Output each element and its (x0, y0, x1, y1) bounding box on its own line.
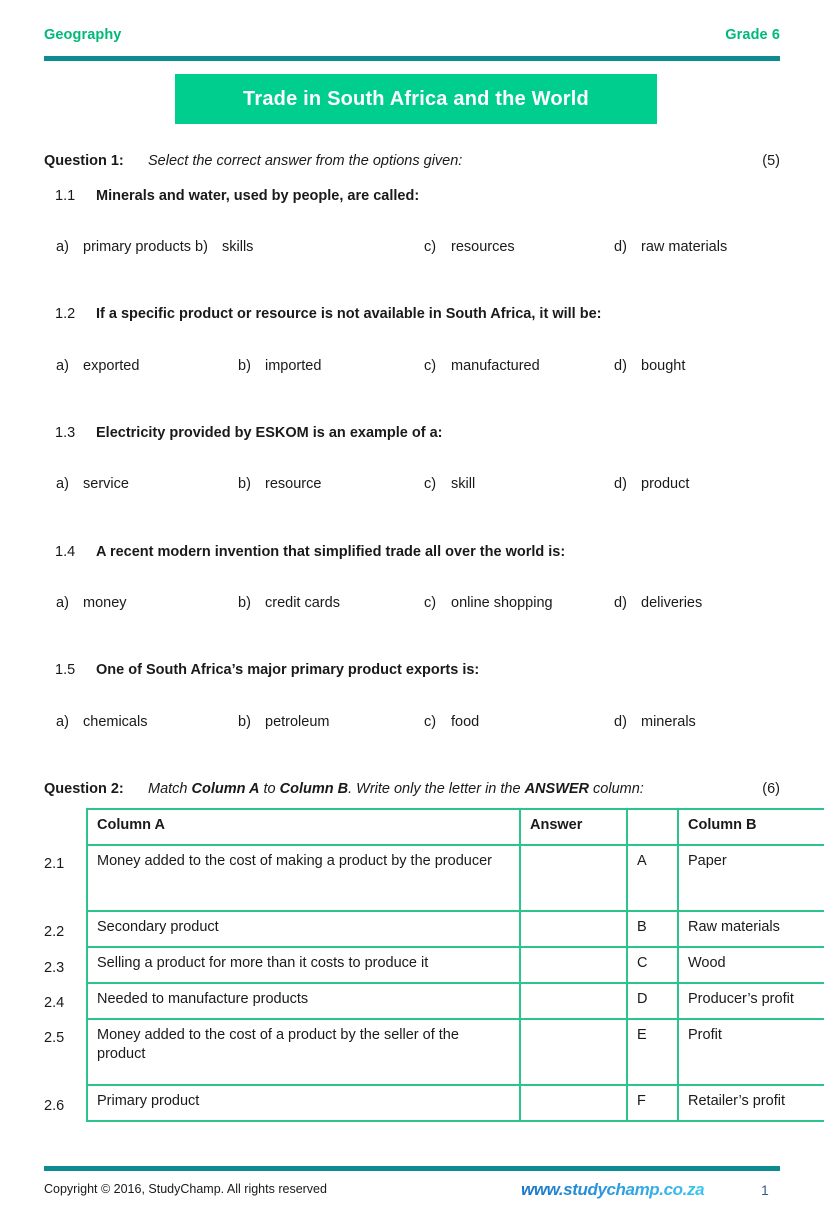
option-letter: d) (614, 358, 627, 374)
table-row (87, 1085, 824, 1121)
option-letter: c) (424, 714, 437, 730)
row-number-2-1: 2.1 (44, 856, 65, 872)
table-row (87, 947, 824, 983)
option-text: skills (222, 239, 254, 255)
option-text: service (83, 476, 129, 492)
table-header-row (87, 809, 824, 845)
cell-column-b: Producer’s profit (678, 983, 824, 1019)
cell-answer-input[interactable] (520, 947, 627, 983)
option-1-5-b[interactable] (238, 714, 329, 730)
cell-letter: F (627, 1085, 678, 1121)
option-text: skill (451, 476, 476, 492)
subquestion-1-5-number: 1.5 (55, 662, 76, 678)
option-1-4-a[interactable] (56, 595, 127, 611)
option-1-4-b[interactable] (238, 595, 340, 611)
option-1-2-a[interactable] (56, 358, 139, 374)
subquestion-1-4-number: 1.4 (55, 544, 76, 560)
option-text: imported (265, 358, 322, 374)
option-letter: d) (614, 595, 627, 611)
subquestion-1-1-text: Minerals and water, used by people, are called: (96, 188, 420, 204)
cell-answer-input[interactable] (520, 1085, 627, 1121)
options-1-4 (44, 595, 784, 615)
option-text: petroleum (265, 714, 330, 730)
cell-letter: D (627, 983, 678, 1019)
options-1-5 (44, 714, 784, 734)
instr-bold-answer: ANSWER (524, 781, 590, 797)
row-number-2-4: 2.4 (44, 995, 65, 1011)
option-text: deliveries (641, 595, 703, 611)
page-number: 1 (761, 1182, 769, 1198)
option-1-2-d[interactable] (614, 358, 685, 374)
question2-marks: (6) (762, 781, 780, 797)
instr-part-4: column: (589, 781, 644, 797)
row-number-2-2: 2.2 (44, 924, 65, 940)
cell-answer-input[interactable] (520, 1019, 627, 1085)
footer-divider (44, 1166, 780, 1171)
instr-part-2: to (259, 781, 280, 797)
option-letter: a) (56, 239, 69, 255)
table-row (87, 983, 824, 1019)
option-1-2-b[interactable] (238, 358, 321, 374)
subquestion-1-4-text: A recent modern invention that simplified trade all over the world is: (96, 544, 566, 560)
subquestion-1-3-number: 1.3 (55, 425, 76, 441)
cell-column-b: Paper (678, 845, 824, 911)
option-text: primary products (83, 239, 191, 255)
subquestion-1-2 (55, 306, 780, 322)
table-row (87, 845, 824, 911)
row-number-2-6: 2.6 (44, 1098, 65, 1114)
option-text: resource (265, 476, 322, 492)
cell-answer-input[interactable] (520, 845, 627, 911)
title-banner (175, 74, 657, 124)
option-letter: a) (56, 595, 69, 611)
option-text: raw materials (641, 239, 728, 255)
question2-instruction (148, 781, 762, 797)
option-letter: a) (56, 714, 69, 730)
option-text: product (641, 476, 690, 492)
option-text: minerals (641, 714, 696, 730)
option-letter: c) (424, 239, 437, 255)
options-1-2 (44, 358, 784, 378)
header-column-b: Column B (678, 809, 824, 845)
option-letter: c) (424, 476, 437, 492)
option-1-1-b[interactable] (195, 239, 253, 255)
option-1-3-a[interactable] (56, 476, 129, 492)
row-number-2-5: 2.5 (44, 1030, 65, 1046)
question2-label: Question 2: (44, 781, 124, 797)
option-letter: a) (56, 358, 69, 374)
subquestion-1-1-number: 1.1 (55, 188, 76, 204)
website-link[interactable]: www.studychamp.co.za (521, 1180, 705, 1199)
header-divider (44, 56, 780, 61)
row-number-2-3: 2.3 (44, 960, 65, 976)
cell-answer-input[interactable] (520, 911, 627, 947)
subject-label: Geography (44, 27, 122, 43)
cell-letter: E (627, 1019, 678, 1085)
cell-column-a: Money added to the cost of making a product by the producer (87, 845, 520, 911)
option-text: credit cards (265, 595, 340, 611)
option-1-4-c[interactable] (424, 595, 553, 611)
subquestion-1-3 (55, 425, 780, 441)
cell-column-a: Primary product (87, 1085, 520, 1121)
option-letter: a) (56, 476, 69, 492)
options-1-1 (44, 239, 784, 259)
option-1-3-b[interactable] (238, 476, 321, 492)
grade-label: Grade 6 (725, 27, 780, 43)
option-1-5-a[interactable] (56, 714, 147, 730)
option-text: exported (83, 358, 140, 374)
options-1-3 (44, 476, 784, 496)
option-letter: d) (614, 714, 627, 730)
subquestion-1-1 (55, 188, 780, 204)
option-1-1-a[interactable] (56, 239, 191, 255)
option-letter: d) (614, 239, 627, 255)
option-1-3-d[interactable] (614, 476, 689, 492)
table-row (87, 1019, 824, 1085)
page-header (44, 27, 780, 43)
option-1-5-d[interactable] (614, 714, 696, 730)
option-text: food (451, 714, 480, 730)
option-letter: b) (238, 476, 251, 492)
option-1-4-d[interactable] (614, 595, 702, 611)
instr-part-1: Match (148, 781, 192, 797)
header-column-a: Column A (87, 809, 520, 845)
option-text: bought (641, 358, 686, 374)
option-text: manufactured (451, 358, 540, 374)
instr-part-3: . Write only the letter in the (348, 781, 525, 797)
option-letter: b) (195, 239, 208, 255)
cell-column-b: Raw materials (678, 911, 824, 947)
cell-letter: B (627, 911, 678, 947)
option-text: chemicals (83, 714, 148, 730)
option-letter: d) (614, 476, 627, 492)
copyright-text: Copyright © 2016, StudyChamp. All rights reserved (44, 1182, 327, 1196)
option-1-2-c[interactable] (424, 358, 540, 374)
cell-letter: C (627, 947, 678, 983)
option-letter: b) (238, 358, 251, 374)
question1-label: Question 1: (44, 153, 124, 169)
option-1-3-c[interactable] (424, 476, 475, 492)
option-letter: c) (424, 595, 437, 611)
option-letter: c) (424, 358, 437, 374)
cell-column-b: Wood (678, 947, 824, 983)
cell-column-a: Selling a product for more than it costs to produce it (87, 947, 520, 983)
option-text: resources (451, 239, 515, 255)
instr-bold-column-a: Column A (191, 781, 260, 797)
option-1-1-d[interactable] (614, 239, 727, 255)
subquestion-1-5-text: One of South Africa’s major primary product exports is: (96, 662, 480, 678)
option-1-1-c[interactable] (424, 239, 515, 255)
cell-column-a: Needed to manufacture products (87, 983, 520, 1019)
subquestion-1-2-number: 1.2 (55, 306, 76, 322)
subquestion-1-5 (55, 662, 780, 678)
option-text: money (83, 595, 127, 611)
matching-table (86, 808, 824, 1122)
table-row (87, 911, 824, 947)
header-letter (627, 809, 678, 845)
cell-column-b: Retailer’s profit (678, 1085, 824, 1121)
question1-instruction: Select the correct answer from the options given: (148, 153, 463, 169)
cell-letter: A (627, 845, 678, 911)
option-letter: b) (238, 595, 251, 611)
option-letter: b) (238, 714, 251, 730)
cell-column-a: Secondary product (87, 911, 520, 947)
page-title: Trade in South Africa and the World (243, 87, 589, 110)
option-text: online shopping (451, 595, 553, 611)
cell-column-b: Profit (678, 1019, 824, 1085)
subquestion-1-2-text: If a specific product or resource is not available in South Africa, it will be: (96, 306, 602, 322)
option-1-5-c[interactable] (424, 714, 479, 730)
question1-marks: (5) (762, 153, 780, 169)
question2-header (44, 781, 780, 797)
header-answer: Answer (520, 809, 627, 845)
cell-answer-input[interactable] (520, 983, 627, 1019)
instr-bold-column-b: Column B (279, 781, 349, 797)
question1-header (44, 153, 780, 169)
subquestion-1-3-text: Electricity provided by ESKOM is an example of a: (96, 425, 443, 441)
cell-column-a: Money added to the cost of a product by the seller of the product (87, 1019, 520, 1085)
subquestion-1-4 (55, 544, 780, 560)
